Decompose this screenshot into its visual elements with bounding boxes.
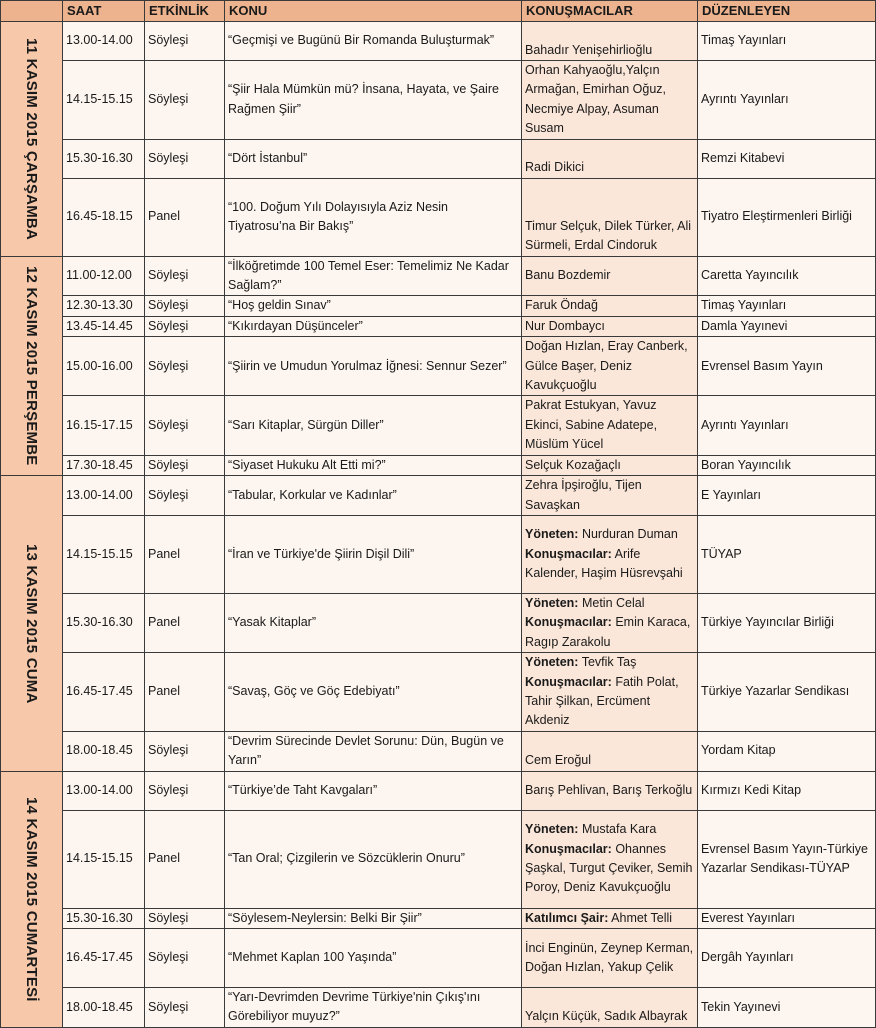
cell-duzenleyen: Caretta Yayıncılık xyxy=(698,256,876,296)
table-row xyxy=(1,593,876,652)
cell-duzenleyen: Timaş Yayınları xyxy=(698,22,876,61)
cell-duzenleyen: Boran Yayıncılık xyxy=(698,455,876,475)
cell-duzenleyen: Kırmızı Kedi Kitap xyxy=(698,771,876,810)
cell-etkinlik: Söyleşi xyxy=(145,139,225,178)
table-row xyxy=(1,653,876,732)
day-label xyxy=(1,256,63,475)
table-row xyxy=(1,908,876,928)
cell-duzenleyen: Yordam Kitap xyxy=(698,731,876,771)
day-label-text: 11 KASIM 2015 ÇARŞAMBA xyxy=(23,37,41,240)
cell-konu: “İlköğretimde 100 Temel Eser: Temelimiz Ne Kadar Sağlam?” xyxy=(225,256,522,296)
cell-duzenleyen: Tekin Yayınevi xyxy=(698,987,876,1027)
header-saat: SAAT xyxy=(63,1,145,22)
cell-konu: “100. Doğum Yılı Dolayısıyla Aziz Nesin Tiyatrosu’na Bir Bakış” xyxy=(225,178,522,256)
day-label xyxy=(1,22,63,257)
cell-duzenleyen: Damla Yayınevi xyxy=(698,316,876,336)
header-konu: KONU xyxy=(225,1,522,22)
cell-etkinlik: Panel xyxy=(145,653,225,732)
day-label-text: 13 KASIM 2015 CUMA xyxy=(23,543,41,704)
table-row xyxy=(1,928,876,987)
cell-konusmacilar: Faruk Öndağ xyxy=(522,296,698,316)
header-duzenleyen: DÜZENLEYEN xyxy=(698,1,876,22)
cell-konu: “Türkiye’de Taht Kavgaları” xyxy=(225,771,522,810)
cell-konu: “Dört İstanbul” xyxy=(225,139,522,178)
cell-konu: “Şiirin ve Umudun Yorulmaz İğnesi: Sennur Sezer” xyxy=(225,337,522,396)
table-row xyxy=(1,337,876,396)
day-label xyxy=(1,476,63,771)
speaker-role-label: Yöneten: xyxy=(525,822,579,837)
table-row xyxy=(1,987,876,1027)
cell-etkinlik: Söyleşi xyxy=(145,771,225,810)
table-row xyxy=(1,256,876,296)
cell-etkinlik: Söyleşi xyxy=(145,337,225,396)
table-row xyxy=(1,476,876,516)
cell-saat: 16.15-17.15 xyxy=(63,396,145,455)
cell-konusmacilar: Bahadır Yenişehirlioğlu xyxy=(522,22,698,61)
cell-etkinlik: Panel xyxy=(145,515,225,593)
cell-saat: 12.30-13.30 xyxy=(63,296,145,316)
cell-konu: “Mehmet Kaplan 100 Yaşında” xyxy=(225,928,522,987)
speaker-role-label: Yöneten: xyxy=(525,655,579,670)
header-row xyxy=(1,1,876,22)
cell-konu: “Savaş, Göç ve Göç Edebiyatı” xyxy=(225,653,522,732)
cell-etkinlik: Söyleşi xyxy=(145,316,225,336)
cell-etkinlik: Söyleşi xyxy=(145,396,225,455)
speaker-role-label: Katılımcı Şair: xyxy=(525,910,609,925)
cell-konu: “Devrim Sürecinde Devlet Sorunu: Dün, Bugün ve Yarın” xyxy=(225,731,522,771)
speaker-names: Ahmet Telli xyxy=(608,910,673,925)
cell-duzenleyen: Ayrıntı Yayınları xyxy=(698,396,876,455)
cell-etkinlik: Söyleşi xyxy=(145,455,225,475)
cell-etkinlik: Söyleşi xyxy=(145,987,225,1027)
cell-duzenleyen: Ayrıntı Yayınları xyxy=(698,61,876,140)
cell-saat: 15.30-16.30 xyxy=(63,139,145,178)
cell-konusmacilar: Orhan Kahyaoğlu,Yalçın Armağan, Emirhan Oğuz, Necmiye Alpay, Asuman Susam xyxy=(522,61,698,140)
cell-konusmacilar xyxy=(522,515,698,593)
cell-konusmacilar: İnci Enginün, Zeynep Kerman, Doğan Hızlan, Yakup Çelik xyxy=(522,928,698,987)
cell-etkinlik: Söyleşi xyxy=(145,61,225,140)
cell-duzenleyen: E Yayınları xyxy=(698,476,876,516)
table-row xyxy=(1,296,876,316)
cell-konusmacilar: Nur Dombaycı xyxy=(522,316,698,336)
cell-duzenleyen: Tiyatro Eleştirmenleri Birliği xyxy=(698,178,876,256)
day-label xyxy=(1,771,63,1027)
cell-saat: 14.15-15.15 xyxy=(63,810,145,908)
cell-saat: 14.15-15.15 xyxy=(63,61,145,140)
cell-konu: “Siyaset Hukuku Alt Etti mi?” xyxy=(225,455,522,475)
cell-saat: 14.15-15.15 xyxy=(63,515,145,593)
cell-konusmacilar: Doğan Hızlan, Eray Canberk, Gülce Başer, Deniz Kavukçuoğlu xyxy=(522,337,698,396)
table-row xyxy=(1,771,876,810)
cell-duzenleyen: Türkiye Yazarlar Sendikası xyxy=(698,653,876,732)
speaker-names: Emin Karaca, Ragıp Zarakolu xyxy=(525,615,691,649)
day-label-text: 12 KASIM 2015 PERŞEMBE xyxy=(23,266,41,466)
cell-duzenleyen: Timaş Yayınları xyxy=(698,296,876,316)
cell-etkinlik: Panel xyxy=(145,178,225,256)
cell-etkinlik: Panel xyxy=(145,810,225,908)
cell-konusmacilar xyxy=(522,908,698,928)
table-row xyxy=(1,316,876,336)
cell-konu: “Tabular, Korkular ve Kadınlar” xyxy=(225,476,522,516)
cell-etkinlik: Söyleşi xyxy=(145,731,225,771)
cell-saat: 13.45-14.45 xyxy=(63,316,145,336)
speaker-names: Tevfik Taş xyxy=(578,655,637,670)
cell-saat: 16.45-17.45 xyxy=(63,653,145,732)
cell-konu: “İran ve Türkiye'de Şiirin Dişil Dili” xyxy=(225,515,522,593)
cell-konu: “Geçmişi ve Bugünü Bir Romanda Buluşturmak” xyxy=(225,22,522,61)
speaker-names: Metin Celal xyxy=(578,595,645,610)
cell-saat: 16.45-17.45 xyxy=(63,928,145,987)
cell-etkinlik: Söyleşi xyxy=(145,296,225,316)
table-row xyxy=(1,810,876,908)
cell-saat: 15.00-16.00 xyxy=(63,337,145,396)
cell-saat: 13.00-14.00 xyxy=(63,476,145,516)
cell-duzenleyen: Remzi Kitabevi xyxy=(698,139,876,178)
speaker-role-label: Konuşmacılar: xyxy=(525,546,612,561)
day-label-text: 14 KASIM 2015 CUMARTESİ xyxy=(23,796,41,1002)
table-row xyxy=(1,515,876,593)
table-row xyxy=(1,139,876,178)
cell-etkinlik: Söyleşi xyxy=(145,908,225,928)
cell-konusmacilar: Yalçın Küçük, Sadık Albayrak xyxy=(522,987,698,1027)
cell-konu: “Söylesem-Neylersin: Belki Bir Şiir” xyxy=(225,908,522,928)
table-row xyxy=(1,22,876,61)
cell-saat: 15.30-16.30 xyxy=(63,593,145,652)
cell-etkinlik: Söyleşi xyxy=(145,22,225,61)
cell-duzenleyen: Evrensel Basım Yayın xyxy=(698,337,876,396)
cell-konusmacilar xyxy=(522,810,698,908)
header-day xyxy=(1,1,63,22)
cell-konu: “Tan Oral; Çizgilerin ve Sözcüklerin Onuru” xyxy=(225,810,522,908)
cell-konu: “Yarı-Devrimden Devrime Türkiye'nin Çıkış'ını Görebiliyor muyuz?” xyxy=(225,987,522,1027)
speaker-role-label: Konuşmacılar: xyxy=(525,841,612,856)
cell-etkinlik: Panel xyxy=(145,593,225,652)
header-konusmacilar: KONUŞMACILAR xyxy=(522,1,698,22)
cell-konu: “Hoş geldin Sınav” xyxy=(225,296,522,316)
cell-duzenleyen: Türkiye Yayıncılar Birliği xyxy=(698,593,876,652)
cell-konusmacilar: Timur Selçuk, Dilek Türker, Ali Sürmeli, Erdal Cindoruk xyxy=(522,178,698,256)
cell-konusmacilar: Radi Dikici xyxy=(522,139,698,178)
cell-konusmacilar: Pakrat Estukyan, Yavuz Ekinci, Sabine Adatepe, Müslüm Yücel xyxy=(522,396,698,455)
header-etkinlik: ETKİNLİK xyxy=(145,1,225,22)
speaker-role-label: Yöneten: xyxy=(525,527,579,542)
table-row xyxy=(1,178,876,256)
speaker-role-label: Yöneten: xyxy=(525,595,579,610)
cell-duzenleyen: TÜYAP xyxy=(698,515,876,593)
cell-saat: 13.00-14.00 xyxy=(63,22,145,61)
cell-saat: 11.00-12.00 xyxy=(63,256,145,296)
speaker-role-label: Konuşmacılar: xyxy=(525,674,612,689)
cell-saat: 17.30-18.45 xyxy=(63,455,145,475)
cell-saat: 18.00-18.45 xyxy=(63,987,145,1027)
cell-konusmacilar: Cem Eroğul xyxy=(522,731,698,771)
table-row xyxy=(1,731,876,771)
cell-saat: 18.00-18.45 xyxy=(63,731,145,771)
cell-konu: “Kıkırdayan Düşünceler” xyxy=(225,316,522,336)
cell-konusmacilar xyxy=(522,593,698,652)
cell-konusmacilar: Banu Bozdemir xyxy=(522,256,698,296)
table-row xyxy=(1,61,876,140)
speaker-names: Fatih Polat, Tahir Şilkan, Ercüment Akdeniz xyxy=(525,674,679,728)
cell-saat: 16.45-18.15 xyxy=(63,178,145,256)
table-row xyxy=(1,396,876,455)
speaker-names: Nurduran Duman xyxy=(578,527,678,542)
speaker-names: Ohannes Şaşkal, Turgut Çeviker, Semih Poroy, Deniz Kavukçuoğlu xyxy=(525,841,693,895)
speaker-role-label: Konuşmacılar: xyxy=(525,615,612,630)
cell-saat: 13.00-14.00 xyxy=(63,771,145,810)
cell-etkinlik: Söyleşi xyxy=(145,928,225,987)
speaker-names: Arife Kalender, Haşim Hüsrevşahi xyxy=(525,546,683,581)
cell-etkinlik: Söyleşi xyxy=(145,476,225,516)
cell-konu: “Sarı Kitaplar, Sürgün Diller” xyxy=(225,396,522,455)
cell-etkinlik: Söyleşi xyxy=(145,256,225,296)
cell-konusmacilar: Barış Pehlivan, Barış Terkoğlu xyxy=(522,771,698,810)
cell-konusmacilar: Zehra İpşiroğlu, Tijen Savaşkan xyxy=(522,476,698,516)
cell-konusmacilar: Selçuk Kozağaçlı xyxy=(522,455,698,475)
table-row xyxy=(1,455,876,475)
cell-duzenleyen: Everest Yayınları xyxy=(698,908,876,928)
speaker-names: Mustafa Kara xyxy=(578,822,657,837)
cell-duzenleyen: Evrensel Basım Yayın-Türkiye Yazarlar Sendikası-TÜYAP xyxy=(698,810,876,908)
cell-konu: “Yasak Kitaplar” xyxy=(225,593,522,652)
cell-duzenleyen: Dergâh Yayınları xyxy=(698,928,876,987)
cell-konu: “Şiir Hala Mümkün mü? İnsana, Hayata, ve Şaire Rağmen Şiir” xyxy=(225,61,522,140)
cell-konusmacilar xyxy=(522,653,698,732)
cell-saat: 15.30-16.30 xyxy=(63,908,145,928)
